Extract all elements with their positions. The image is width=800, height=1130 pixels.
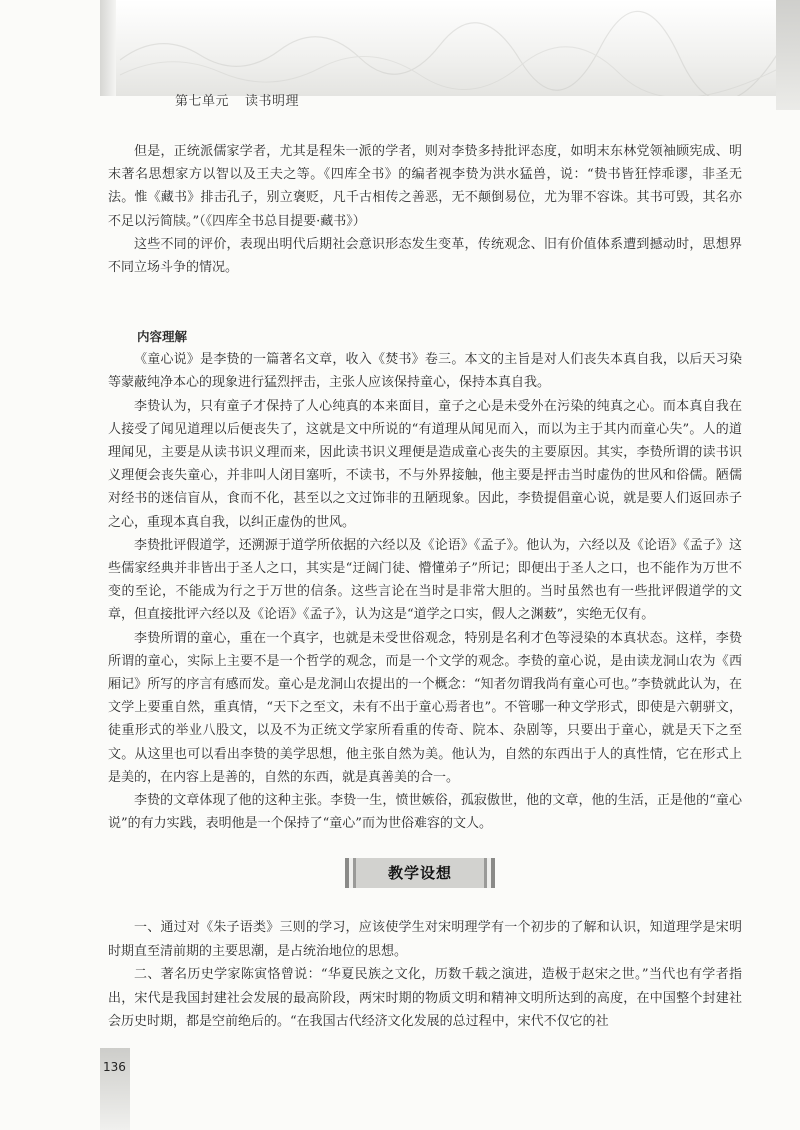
body-paragraph: 李贽批评假道学，还溯源于道学所依据的六经以及《论语》《孟子》。他认为，六经以及《论语》《孟子》这些儒家经典并非皆出于圣人之口，其实是“迂阔门徒、懵懂弟子”所记；即便出于圣人之口，也不能作为万世不变的至论，不能成为行之于万世的信条。这些言论在当时是非常大胆的。当时虽然也有一些批评假道学的文章，但直接批评六经以及《论语》《孟子》，认为这是“道学之口实，假人之渊薮”，实绝无仅有。	[108, 537, 742, 623]
body-paragraph: 李贽所谓的童心，重在一个真字，也就是未受世俗观念，特别是名利才色等浸染的本真状态。这样，李贽所谓的童心，实际上主要不是一个哲学的观念，而是一个文学的观念。李贽的童心说，是由读龙洞山农为《西厢记》所写的序言有感而发。童心是龙洞山农提出的一个概念：“知者勿谓我尚有童心可也。”李贽就此认为，在文学上要重自然，重真情，“天下之至文，未有不出于童心焉者也”。不管哪一种文学形式，即使是六朝骈文，徒重形式的举业八股文，以及不为正统文学家所看重的传奇、院本、杂剧等，只要出于童心，就是天下之至文。从这里也可以看出李贽的美学思想，他主张自然为美。他认为，自然的东西出于人的真性情，它在形式上是美的，在内容上是善的，自然的东西，就是真善美的合一。	[108, 630, 742, 785]
body-paragraph: 这些不同的评价，表现出明代后期社会意识形态发生变革，传统观念、旧有价值体系遭到撼动时，思想界不同立场斗争的情况。	[108, 236, 742, 276]
banner-title: 教学设想	[387, 864, 452, 882]
teaching-text	[108, 916, 742, 1034]
header-right-edge	[776, 0, 800, 110]
header-left-edge	[100, 0, 116, 96]
body-paragraph: 但是，正统派儒家学者，尤其是程朱一派的学者，则对李贽多持批评态度，如明末东林党领袖顾宪成、明末著名思想家方以智以及王夫之等。《四库全书》的编者视李贽为洪水猛兽，说：“贽书皆狂悖乖谬，非圣无法。惟《藏书》排击孔子，别立褒贬，凡千古相传之善恶，无不颠倒易位，尤为罪不容诛。其书可毁，其名亦不足以污简牍。”（《四库全书总目提要·藏书》）	[108, 144, 742, 229]
page-number: 136	[103, 1060, 126, 1074]
running-header	[175, 90, 299, 109]
unit-name: 读书明理	[245, 94, 300, 109]
header-band	[100, 0, 800, 96]
body-paragraph: 二、著名历史学家陈寅恪曾说：“华夏民族之文化，历数千载之演进，造极于赵宋之世。”当代也有学者指出，宋代是我国封建社会发展的最高阶段，两宋时期的物质文明和精神文明所达到的高度，在中国整个封建社会历史时期，都是空前绝后的。“在我国古代经济文化发展的总过程中，宋代不仅它的社	[108, 967, 742, 1030]
header-decoration	[100, 0, 800, 96]
section-heading: 内容理解	[137, 329, 188, 345]
unit-label: 第七单元	[175, 94, 230, 109]
section-banner	[345, 858, 495, 888]
main-text	[108, 140, 742, 835]
body-paragraph: 《童心说》是李贽的一篇著名文章，收入《焚书》卷三。本文的主旨是对人们丧失本真自我，以后天习染等蒙蔽纯净本心的现象进行猛烈抨击，主张人应该保持童心，保持本真自我。	[108, 352, 742, 391]
body-paragraph: 李贽认为，只有童子才保持了人心纯真的本来面目，童子之心是未受外在污染的纯真之心。而本真自我在人接受了闻见道理以后便丧失了，这就是文中所说的“有道理从闻见而入，而以为主于其内而童心失”。人的道理闻见，主要是从读书识义理而来，因此读书识义理便是造成童心丧失的主要原因。其实，李贽所谓的读书识义理便会丧失童心，并非叫人闭目塞听，不读书，不与外界接触，他主要是抨击当时虚伪的世风和俗儒。陋儒对经书的迷信盲从，食而不化，甚至以之文过饰非的丑陋现象。因此，李贽提倡童心说，就是要人们返回赤子之心，重现本真自我，以纠正虚伪的世风。	[108, 398, 742, 530]
body-paragraph: 李贽的文章体现了他的这种主张。李贽一生，愤世嫉俗，孤寂傲世，他的文章，他的生活，正是他的“童心说”的有力实践，表明他是一个保持了“童心”而为世俗难容的文人。	[108, 793, 742, 832]
body-paragraph: 一、通过对《朱子语类》三则的学习，应该使学生对宋明理学有一个初步的了解和认识，知道理学是宋明时期直至清前期的主要思潮，是占统治地位的思想。	[108, 920, 742, 959]
